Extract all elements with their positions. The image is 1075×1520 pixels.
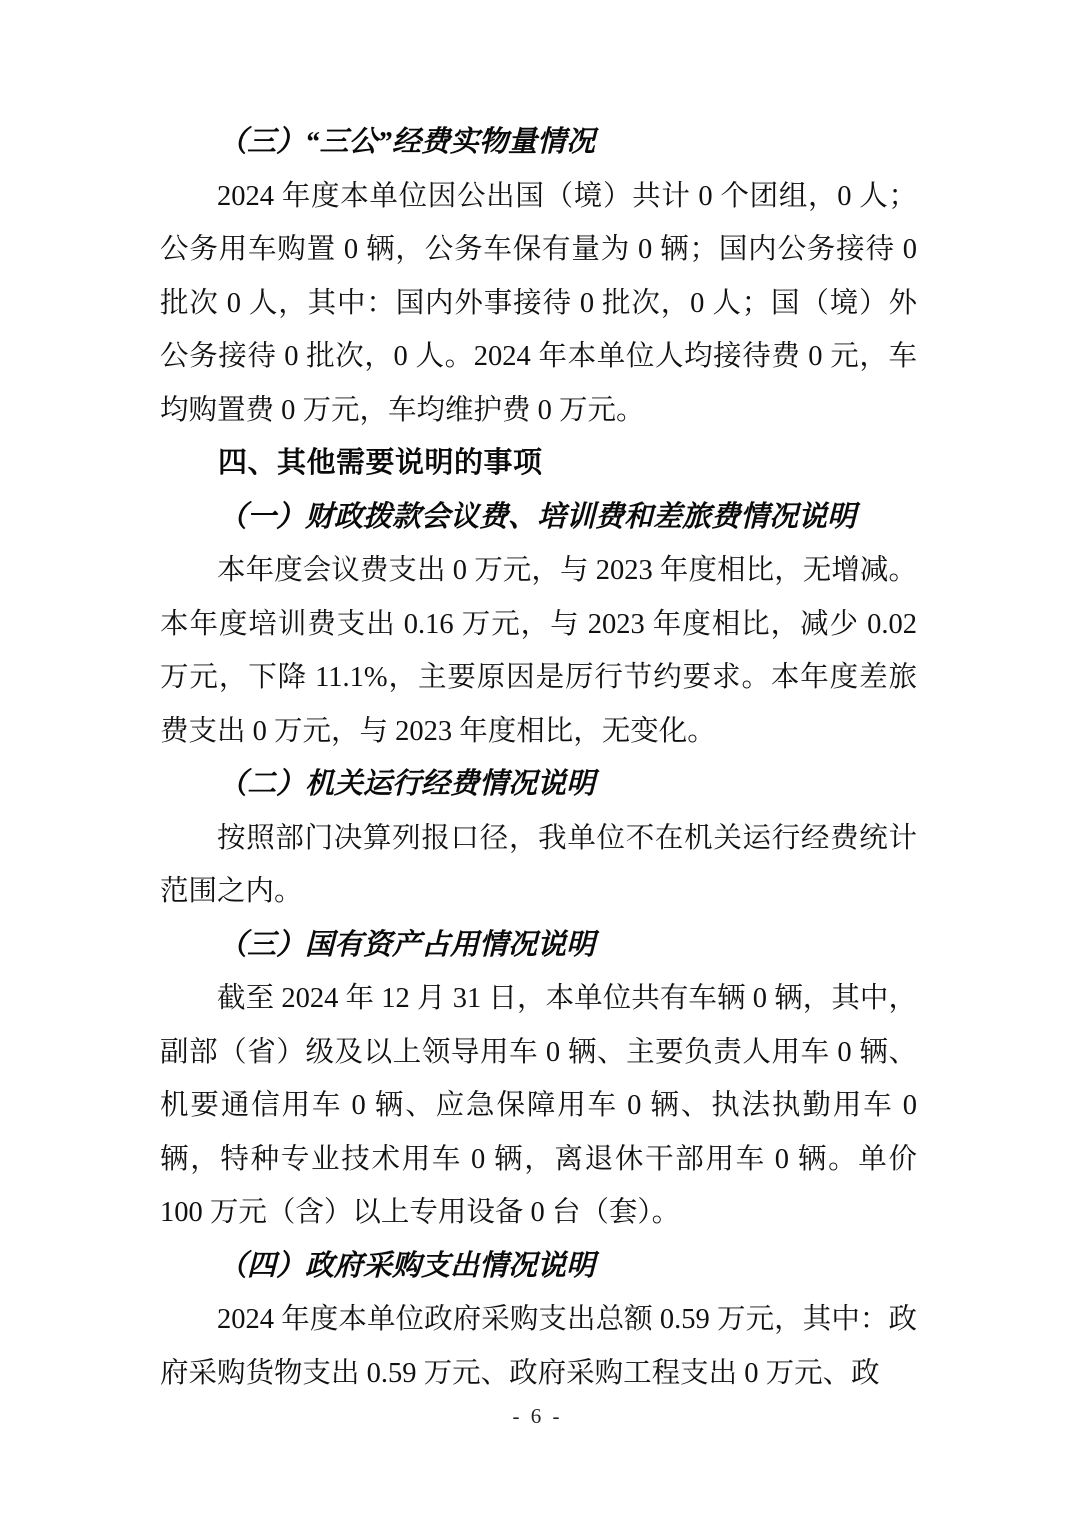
section-heading-government-procurement: （四）政府采购支出情况说明 xyxy=(218,1249,596,1282)
paragraph-state-owned-assets-details: 截至 2024 年 12 月 31 日，本单位共有车辆 0 辆，其中，副部（省）级及以上领导用车 0 辆、主要负责人用车 0 辆、机要通信用车 0 辆、应急保障用车 0 辆、执法执勤用车 0 辆，特种专业技术用车 0 辆，离退休干部用车 0 辆。单价 100 万元（含）以上专用设备 0 台（套）。 xyxy=(160,983,917,1228)
paragraph-agency-operating-funds-details: 按照部门决算列报口径，我单位不在机关运行经费统计范围之内。 xyxy=(160,822,917,907)
section-heading-meeting-training-travel-fees: （一）财政拨款会议费、培训费和差旅费情况说明 xyxy=(218,500,857,533)
section-heading-three-public-physical-quantity: （三）“三公”经费实物量情况 xyxy=(218,126,596,158)
section-heading-other-matters: 四、其他需要说明的事项 xyxy=(218,447,543,479)
paragraph-three-public-physical-details: 2024 年度本单位因公出国（境）共计 0 个团组，0 人；公务用车购置 0 辆，公务车保有量为 0 辆；国内公务接待 0 批次 0 人，其中：国内外事接待 0 批次，0 人；国（境）外公务接待 0 批次，0 人。2024 年本单位人均接待费 0 元，车均购置费 0 万元，车均维护费 0 万元。 xyxy=(160,180,917,426)
paragraph-meeting-training-travel-details: 本年度会议费支出 0 万元，与 2023 年度相比，无增减。本年度培训费支出 0.16 万元，与 2023 年度相比，减少 0.02 万元，下降 11.1%，主要原因是厉行节约要求。本年度差旅费支出 0 万元，与 2023 年度相比，无变化。 xyxy=(160,555,917,747)
paragraph-government-procurement-details: 2024 年度本单位政府采购支出总额 0.59 万元，其中：政府采购货物支出 0.59 万元、政府采购工程支出 0 万元、政 xyxy=(160,1304,917,1389)
section-heading-agency-operating-funds: （二）机关运行经费情况说明 xyxy=(218,768,596,800)
page-number: - 6 - xyxy=(512,1404,563,1428)
document-content xyxy=(160,116,917,1400)
section-heading-state-owned-assets: （三）国有资产占用情况说明 xyxy=(218,928,596,961)
